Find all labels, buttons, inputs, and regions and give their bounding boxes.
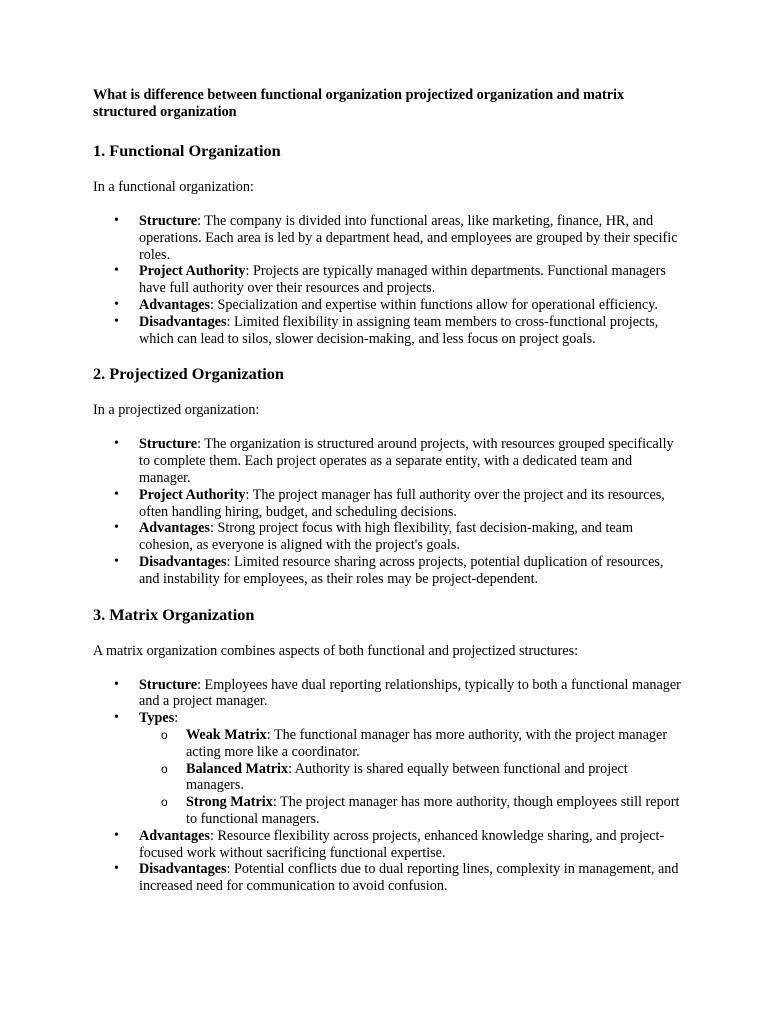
- list-item: [93, 677, 683, 711]
- item-text: : Limited resource sharing across projects, potential duplication of resources, and instability for employees, as their roles may be project-dependent.: [139, 553, 664, 587]
- item-term: Types: [139, 710, 175, 727]
- item-term: Advantages: [139, 520, 210, 537]
- item-term: Advantages: [139, 296, 210, 313]
- item-text: : Projects are typically managed within departments. Functional managers have full authority over their resources and projects.: [139, 263, 666, 297]
- bullet-icon: •: [114, 313, 119, 329]
- bullet-icon: •: [114, 263, 119, 279]
- item-text: : Resource flexibility across projects, enhanced knowledge sharing, and project-focused work without sacrificing functional expertise.: [139, 827, 665, 861]
- item-text: : The organization is structured around projects, with resources grouped specifically to complete them. Each project operates as a separate entity, with a dedicated team and manager.: [139, 436, 674, 486]
- section-matrix-organization: [93, 605, 683, 895]
- bullet-icon: •: [114, 827, 119, 843]
- list-item: [93, 213, 683, 263]
- bullet-icon: •: [114, 553, 119, 569]
- item-term: Weak Matrix: [186, 726, 267, 743]
- bullet-list: [93, 436, 683, 587]
- list-item: [93, 263, 683, 297]
- item-text: : The project manager has more authority, though employees still report to functional managers.: [186, 794, 680, 827]
- bullet-icon: •: [114, 520, 119, 536]
- item-term: Structure: [139, 676, 198, 693]
- item-text: : The functional manager has more authority, with the project manager acting more like a coordinator.: [186, 726, 668, 760]
- list-item: [93, 314, 683, 348]
- item-term: Disadvantages: [139, 553, 227, 570]
- bullet-icon: •: [114, 710, 119, 726]
- list-item: [93, 828, 683, 862]
- sub-list: [139, 727, 683, 828]
- bullet-icon: •: [114, 676, 119, 692]
- list-item: [93, 861, 683, 895]
- sub-list-item: [139, 794, 683, 828]
- item-term: Structure: [139, 436, 198, 453]
- item-term: Structure: [139, 213, 198, 229]
- bullet-icon: •: [114, 296, 119, 312]
- bullet-list: [93, 213, 683, 347]
- section-heading: 3. Matrix Organization: [93, 604, 255, 624]
- bullet-icon: •: [114, 436, 119, 452]
- document-title: What is difference between functional organization projectized organization and matrix structured organization: [93, 87, 625, 120]
- sub-list-item: [139, 761, 683, 795]
- document-page: [93, 87, 683, 895]
- item-text: : Authority is shared equally between functional and project managers.: [186, 760, 628, 794]
- section-intro: A matrix organization combines aspects of both functional and projectized structures:: [93, 642, 579, 659]
- item-text: : Employees have dual reporting relationships, typically to both a functional manager and a project manager.: [139, 676, 681, 710]
- item-text: : Potential conflicts due to dual reporting lines, complexity in management, and increased need for communication to avoid confusion.: [139, 861, 679, 895]
- item-term: Strong Matrix: [186, 794, 273, 811]
- list-item: [93, 297, 683, 314]
- section-heading: 1. Functional Organization: [93, 141, 281, 160]
- item-text: : Strong project focus with high flexibility, fast decision-making, and team cohesion, as everyone is aligned with the project's goals.: [139, 520, 633, 554]
- item-term: Balanced Matrix: [186, 760, 289, 777]
- item-text: : The project manager has full authority over the project and its resources, often handling hiring, budget, and scheduling decisions.: [139, 486, 665, 520]
- list-item: [93, 710, 683, 828]
- section-intro: In a functional organization:: [93, 179, 254, 195]
- bullet-icon: •: [114, 213, 119, 228]
- item-text: : Specialization and expertise within functions allow for operational efficiency.: [209, 296, 658, 313]
- sub-bullet-icon: o: [161, 727, 168, 742]
- bullet-list: [93, 677, 683, 895]
- item-term: Project Authority: [139, 263, 246, 280]
- item-text: : Limited flexibility in assigning team members to cross-functional projects, which can lead to silos, slower decision-making, and less focus on project goals.: [139, 313, 659, 347]
- bullet-icon: •: [114, 861, 119, 877]
- item-term: Disadvantages: [139, 313, 227, 330]
- section-projectized-organization: [93, 364, 683, 587]
- section-functional-organization: [93, 141, 683, 347]
- item-text: :: [174, 710, 179, 727]
- list-item: [93, 520, 683, 554]
- sub-list-item: [139, 727, 683, 761]
- item-term: Disadvantages: [139, 861, 227, 878]
- item-term: Advantages: [139, 827, 210, 844]
- section-intro: In a projectized organization:: [93, 402, 260, 419]
- item-term: Project Authority: [139, 486, 246, 503]
- list-item: [93, 487, 683, 521]
- list-item: [93, 554, 683, 588]
- sub-bullet-icon: o: [161, 795, 168, 810]
- bullet-icon: •: [114, 486, 119, 502]
- section-heading: 2. Projectized Organization: [93, 364, 284, 384]
- item-text: : The company is divided into functional areas, like marketing, finance, HR, and operations. Each area is led by a department head, and employees are grouped by their specific roles.: [139, 213, 678, 263]
- sub-bullet-icon: o: [161, 761, 168, 776]
- list-item: [93, 436, 683, 486]
